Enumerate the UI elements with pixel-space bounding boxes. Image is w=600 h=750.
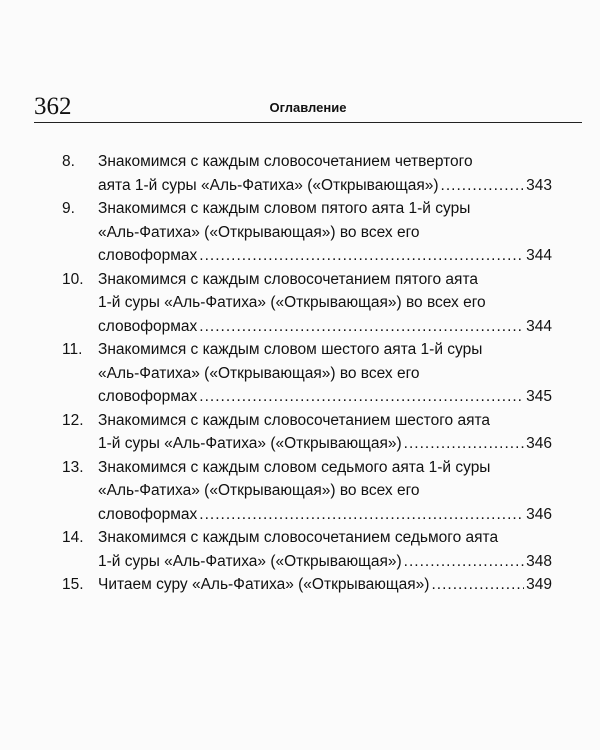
dot-leader bbox=[404, 432, 524, 456]
toc-entry-number: 8. bbox=[62, 153, 75, 170]
toc-entry bbox=[62, 409, 552, 456]
toc-entry bbox=[62, 268, 552, 339]
toc-page-number: 349 bbox=[526, 576, 552, 593]
toc-entry-number: 11. bbox=[62, 341, 83, 358]
dot-leader bbox=[199, 315, 524, 339]
toc-entry bbox=[62, 338, 552, 409]
table-of-contents bbox=[62, 150, 552, 597]
toc-entry-text-line: «Аль-Фатиха» («Открывающая») во всех его bbox=[98, 223, 420, 241]
toc-page-number: 344 bbox=[526, 247, 552, 264]
toc-entry-last-line bbox=[98, 503, 552, 527]
toc-entry-text-line: словоформах bbox=[98, 247, 198, 264]
toc-entry-number: 9. bbox=[62, 200, 75, 217]
toc-entry-text-line: словоформах bbox=[98, 505, 198, 523]
toc-entry-last-line bbox=[98, 315, 552, 339]
dot-leader bbox=[441, 174, 525, 198]
running-title: Оглавление bbox=[269, 100, 347, 115]
toc-entry-last-line bbox=[98, 573, 552, 597]
toc-entry-last-line bbox=[98, 550, 552, 574]
toc-entry-last-line bbox=[98, 432, 552, 456]
toc-entry-text-line: «Аль-Фатиха» («Открывающая») во всех его bbox=[98, 364, 420, 382]
toc-entry-last-line bbox=[98, 385, 552, 409]
toc-page-number: 346 bbox=[526, 435, 552, 452]
toc-entry-text-line: Знакомимся с каждым словосочетанием седьмого аята bbox=[98, 529, 499, 546]
toc-entry-text-line: словоформах bbox=[98, 317, 198, 335]
toc-entry bbox=[62, 197, 552, 268]
toc-entry-text-line: 1-й суры «Аль-Фатиха» («Открывающая») во всех его bbox=[98, 294, 486, 311]
toc-entry-text-line: 1-й суры «Аль-Фатиха» («Открывающая») bbox=[98, 552, 402, 570]
page-number: 362 bbox=[34, 93, 72, 120]
toc-entry bbox=[62, 150, 552, 197]
toc-entry-number: 12. bbox=[62, 411, 84, 429]
dot-leader bbox=[199, 385, 524, 409]
toc-entry-number: 15. bbox=[62, 576, 84, 593]
page-header bbox=[34, 88, 582, 124]
toc-page-number: 345 bbox=[526, 388, 552, 405]
toc-entry-number: 10. bbox=[62, 270, 84, 288]
toc-entry-last-line bbox=[98, 244, 552, 268]
toc-entry-text-line: Знакомимся с каждым словосочетанием пятого аята bbox=[98, 270, 478, 288]
toc-entry-text-line: Читаем суру «Аль-Фатиха» («Открывающая») bbox=[98, 576, 430, 593]
toc-entry-number: 13. bbox=[62, 458, 84, 476]
toc-page-number: 344 bbox=[526, 317, 552, 335]
toc-entry-text-line: Знакомимся с каждым словосочетанием четвертого bbox=[98, 153, 473, 170]
toc-entry-text-line: аята 1-й суры «Аль-Фатиха» («Открывающая») bbox=[98, 176, 439, 194]
toc-page-number: 346 bbox=[526, 505, 552, 523]
dot-leader bbox=[431, 573, 524, 597]
toc-entry-text-line: Знакомимся с каждым словом шестого аята 1-й суры bbox=[98, 341, 483, 358]
toc-entry-text-line: 1-й суры «Аль-Фатиха» («Открывающая») bbox=[98, 435, 402, 452]
toc-entry-last-line bbox=[98, 174, 552, 198]
toc-entry-text-line: Знакомимся с каждым словосочетанием шестого аята bbox=[98, 411, 491, 429]
toc-entry-text-line: «Аль-Фатиха» («Открывающая») во всех его bbox=[98, 482, 420, 499]
header-rule bbox=[34, 122, 582, 123]
toc-entry bbox=[62, 573, 552, 597]
dot-leader bbox=[199, 244, 524, 268]
dot-leader bbox=[199, 503, 524, 527]
dot-leader bbox=[404, 550, 524, 574]
toc-entry-text-line: Знакомимся с каждым словом седьмого аята 1-й суры bbox=[98, 458, 491, 476]
toc-page-number: 348 bbox=[526, 552, 552, 570]
toc-entry-number: 14. bbox=[62, 529, 84, 546]
toc-page-number: 343 bbox=[526, 176, 552, 194]
toc-entry-text-line: Знакомимся с каждым словом пятого аята 1-й суры bbox=[98, 200, 471, 217]
toc-entry bbox=[62, 456, 552, 527]
toc-entry bbox=[62, 526, 552, 573]
toc-entry-text-line: словоформах bbox=[98, 388, 198, 405]
